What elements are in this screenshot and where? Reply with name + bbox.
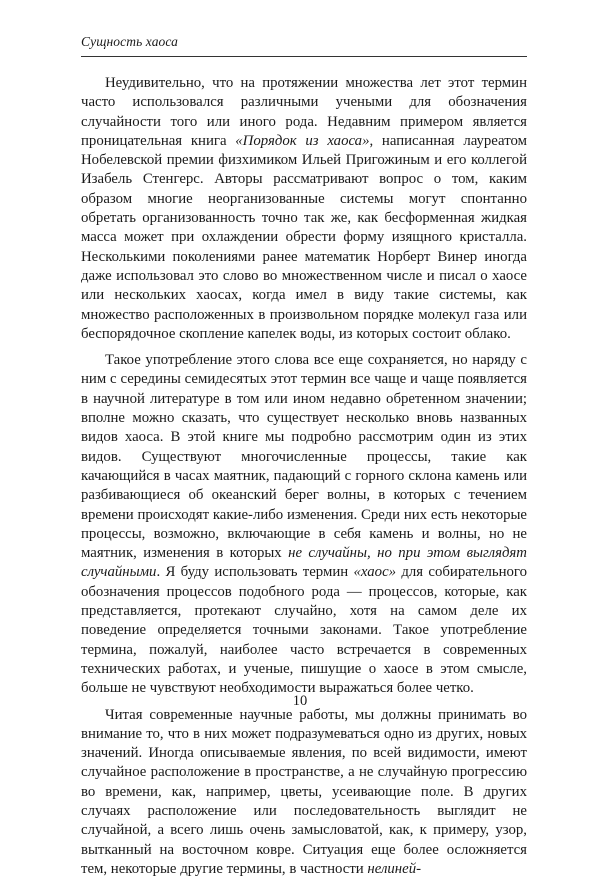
body-text xyxy=(81,74,527,879)
italic-text: «хаос» xyxy=(354,564,397,580)
page-number: 10 xyxy=(0,693,600,710)
italic-text: не случайны, но при этом выглядят случайными xyxy=(81,545,527,580)
italic-text: нелиней- xyxy=(367,861,421,877)
text-run: Неудивительно, что на протяжении множества лет этот термин часто использовался различными учеными для обозначения случайности того или иного рода. Недавним примером является проницательная книга xyxy=(81,75,527,149)
running-header: Сущность хаоса xyxy=(81,34,178,50)
italic-text: «Порядок из хаоса» xyxy=(235,133,369,149)
paragraph xyxy=(81,351,527,698)
header-rule xyxy=(81,56,527,57)
text-run: , написанная лауреатом Нобелевской премии физхимиком Ильей Пригожиным и его коллегой Изабель Стенгерс. Авторы рассматривают вопрос о том, каким образом многие неорганизованные системы могут спонтанно обретать организованность точно так же, как бесформенная жидкая масса может при охлаждении обрести форму изящного кристалла. Несколькими поколениями ранее математик Норберт Винер иногда даже использовал это слово во множественном числе и писал о хаосе или нескольких хаосах, когда имел в виду такие системы, как множество расположенных в произвольном порядке молекул газа или беспорядочное скопление капелек воды, из которых состоит облако. xyxy=(81,133,527,342)
text-run: . Я буду использовать термин xyxy=(156,564,353,580)
text-run: Читая современные научные работы, мы должны принимать во внимание то, что в них может подразумеваться одно из других, новых значений. Иногда описываемые явления, по всей видимости, имеют случайное расположение в пространстве, а не случайную прогрессию во времени, как, например, цветы, усеивающие поле. В других случаях расположение или последовательность выглядит не случайной, а всего лишь очень замысловатой, как, к примеру, узор, вытканный на восточном ковре. Ситуация еще более осложняется тем, некоторые другие термины, в частности xyxy=(81,707,527,877)
text-run: для собирательного обозначения процессов подобного рода — процессов, которые, как представляется, протекают случайно, хотя на самом деле их поведение определяется точными законами. Такое употребление термина, пожалуй, наиболее часто встречается в современных технических работах, и ученые, пишущие о хаосе в этом смысле, больше не чувствуют необходимости выражаться более четко. xyxy=(81,564,527,696)
paragraph xyxy=(81,74,527,344)
text-run: Такое употребление этого слова все еще сохраняется, но наряду с ним с середины семидесятых этот термин все чаще и чаще появляется в научной литературе в том или ином недавно обретенном значении; вполне можно сказать, что существует несколько вновь названных видов хаоса. В этой книге мы подробно рассмотрим один из этих видов. Существуют многочисленные процессы, такие как качающийся в часах маятник, падающий с горного склона камень или разбивающиеся об океанский берег волны, в которых с течением времени происходят какие-либо изменения. Среди них есть некоторые процессы, возможно, включающие в себя камень и волны, но не маятник, изменения в которых xyxy=(81,352,527,561)
paragraph xyxy=(81,706,527,879)
